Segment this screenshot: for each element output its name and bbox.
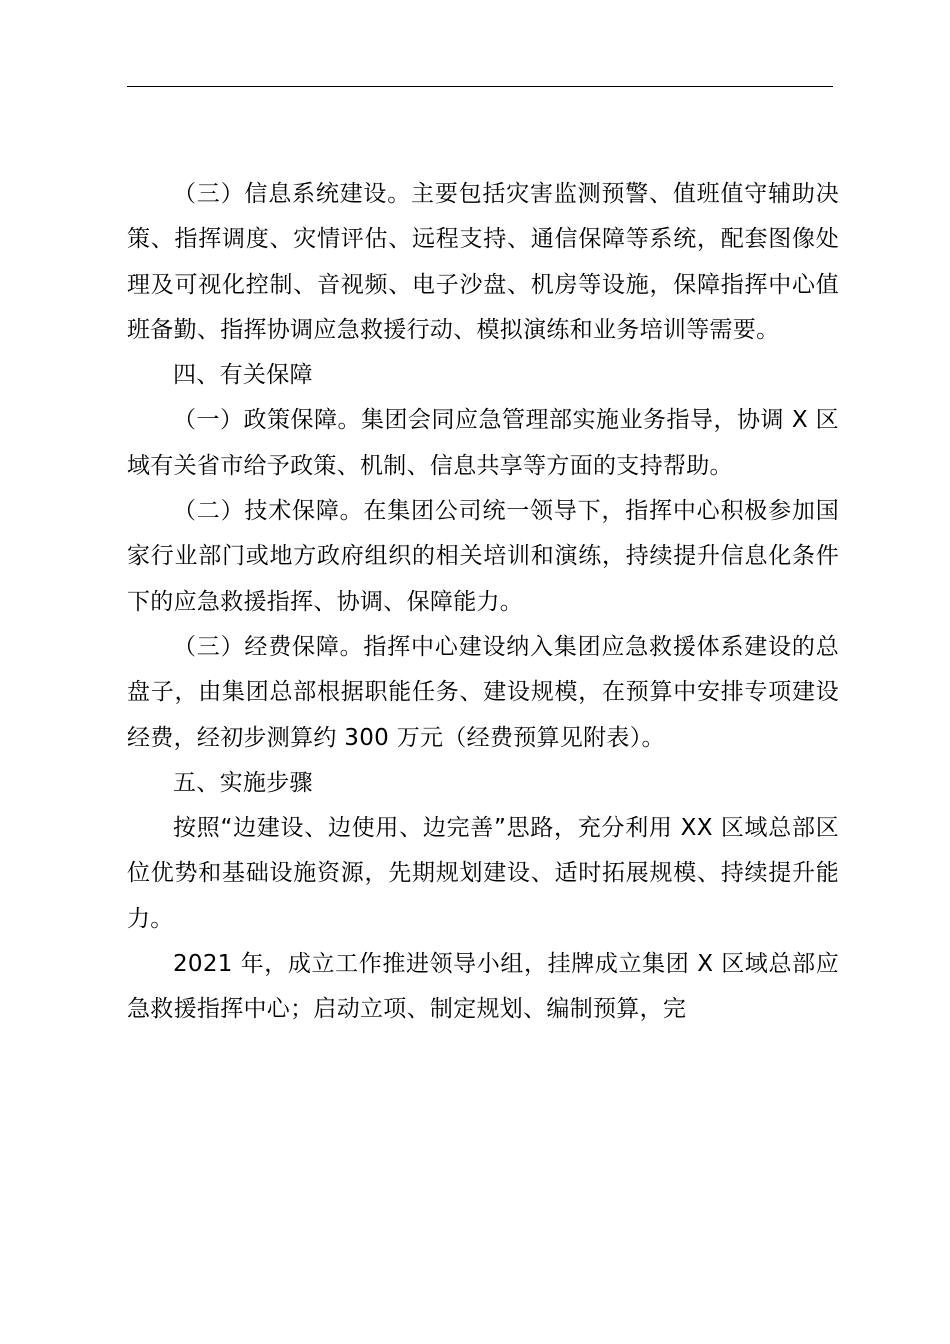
paragraph-approach: 按照“边建设、边使用、边完善”思路，充分利用 XX 区域总部区位优势和基础设施资源，先期规划建设、适时拓展规模、持续提升能力。 xyxy=(127,815,839,932)
document-body xyxy=(127,172,839,1033)
paragraph-policy-guarantee: （一）政策保障。集团会同应急管理部实施业务指导，协调 X 区域有关省市给予政策、机制、信息共享等方面的支持帮助。 xyxy=(127,407,839,479)
paragraph-technical-guarantee: （二）技术保障。在集团公司统一领导下，指挥中心积极参加国家行业部门或地方政府组织的相关培训和演练，持续提升信息化条件下的应急救援指挥、协调、保障能力。 xyxy=(127,498,839,615)
section-heading-guarantees: 四、有关保障 xyxy=(173,362,313,389)
paragraph-funding-guarantee: （三）经费保障。指挥中心建设纳入集团应急救援体系建设的总盘子，由集团总部根据职能任务、建设规模，在预算中安排专项建设经费，经初步测算约 300 万元（经费预算见附表）。 xyxy=(127,633,839,751)
paragraph-2021-plan: 2021 年，成立工作推进领导小组，挂牌成立集团 X 区域总部应急救援指挥中心；启动立项、制定规划、编制预算，完 xyxy=(127,951,839,1023)
header-rule xyxy=(127,86,833,87)
section-heading-implementation-steps: 五、实施步骤 xyxy=(173,769,313,796)
paragraph-information-system: （三）信息系统建设。主要包括灾害监测预警、值班值守辅助决策、指挥调度、灾情评估、远程支持、通信保障等系统，配套图像处理及可视化控制、音视频、电子沙盘、机房等设施，保障指挥中心值班备勤、指挥协调应急救援行动、模拟演练和业务培训等需要。 xyxy=(127,181,839,343)
